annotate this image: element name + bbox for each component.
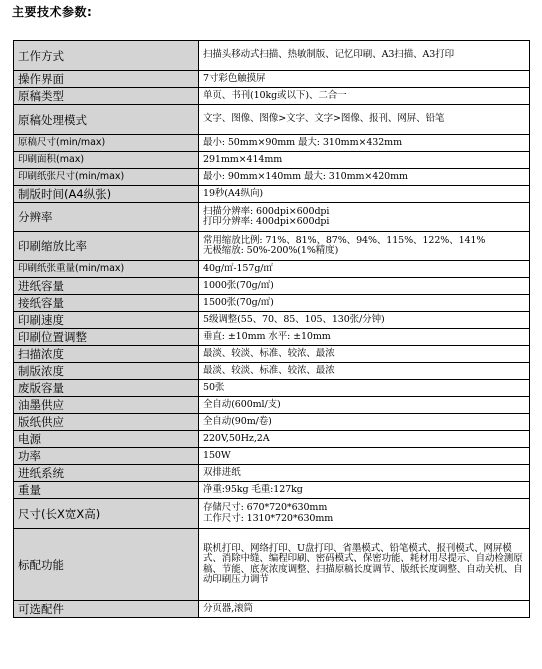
spec-value: 全自动(90m/卷) bbox=[199, 414, 530, 431]
spec-label: 印刷纸张尺寸(min/max) bbox=[14, 169, 199, 186]
table-row bbox=[14, 105, 530, 135]
spec-label: 操作界面 bbox=[14, 71, 199, 88]
spec-value: 19秒(A4纵向) bbox=[199, 186, 530, 203]
table-row bbox=[14, 261, 530, 278]
spec-label: 进纸容量 bbox=[14, 278, 199, 295]
spec-label: 印刷位置调整 bbox=[14, 329, 199, 346]
table-row bbox=[14, 186, 530, 203]
spec-label: 制版浓度 bbox=[14, 363, 199, 380]
spec-value: 净重:95kg 毛重:127kg bbox=[199, 482, 530, 499]
table-row bbox=[14, 397, 530, 414]
table-row bbox=[14, 499, 530, 529]
spec-label: 接纸容量 bbox=[14, 295, 199, 312]
spec-label: 原稿类型 bbox=[14, 88, 199, 105]
spec-label: 工作方式 bbox=[14, 41, 199, 71]
table-row bbox=[14, 363, 530, 380]
spec-value: 220V,50Hz,2A bbox=[199, 431, 530, 448]
spec-value: 40g/㎡-157g/㎡ bbox=[199, 261, 530, 278]
spec-value: 最小: 50mm×90mm 最大: 310mm×432mm bbox=[199, 135, 530, 152]
table-row bbox=[14, 448, 530, 465]
spec-value: 全自动(600ml/支) bbox=[199, 397, 530, 414]
spec-value: 分页器,滚筒 bbox=[199, 601, 530, 618]
table-row bbox=[14, 465, 530, 482]
table-row bbox=[14, 203, 530, 232]
table-row bbox=[14, 329, 530, 346]
table-row bbox=[14, 278, 530, 295]
spec-label: 尺寸(长X宽X高) bbox=[14, 499, 199, 529]
spec-label: 可选配件 bbox=[14, 601, 199, 618]
table-row bbox=[14, 529, 530, 601]
spec-table bbox=[13, 40, 530, 618]
spec-value: 最小: 90mm×140mm 最大: 310mm×420mm bbox=[199, 169, 530, 186]
table-row bbox=[14, 71, 530, 88]
spec-value: 291mm×414mm bbox=[199, 152, 530, 169]
spec-label: 标配功能 bbox=[14, 529, 199, 601]
spec-value: 扫描头移动式扫描、热敏制版、记忆印刷、A3扫描、A3打印 bbox=[199, 41, 530, 71]
spec-value: 1000张(70g/㎡) bbox=[199, 278, 530, 295]
table-row bbox=[14, 232, 530, 261]
table-row bbox=[14, 431, 530, 448]
spec-value: 1500张(70g/㎡) bbox=[199, 295, 530, 312]
table-row bbox=[14, 88, 530, 105]
table-row bbox=[14, 346, 530, 363]
table-row bbox=[14, 414, 530, 431]
spec-value: 5级调整(55、70、85、105、130张/分钟) bbox=[199, 312, 530, 329]
spec-label: 进纸系统 bbox=[14, 465, 199, 482]
spec-value: 存储尺寸: 670*720*630mm 工作尺寸: 1310*720*630mm bbox=[199, 499, 530, 529]
table-row bbox=[14, 41, 530, 71]
table-row bbox=[14, 152, 530, 169]
spec-label: 印刷速度 bbox=[14, 312, 199, 329]
table-row bbox=[14, 601, 530, 618]
spec-value: 7寸彩色触摸屏 bbox=[199, 71, 530, 88]
spec-label: 印刷面积(max) bbox=[14, 152, 199, 169]
table-row bbox=[14, 295, 530, 312]
spec-value: 联机打印、网络打印、U盘打印、省墨模式、铅笔模式、报刊模式、网屏模式、消除中缝、编程印刷、密码模式、保密功能、耗材用尽提示、自动检测原稿、节能、底灰浓度调整、扫描原稿长度调节、版纸长度调整、自动关机、自动印刷压力调节 bbox=[199, 529, 530, 601]
spec-value: 双排进纸 bbox=[199, 465, 530, 482]
spec-label: 扫描浓度 bbox=[14, 346, 199, 363]
spec-label: 分辨率 bbox=[14, 203, 199, 232]
spec-label: 重量 bbox=[14, 482, 199, 499]
spec-value: 50张 bbox=[199, 380, 530, 397]
spec-value: 垂直: ±10mm 水平: ±10mm bbox=[199, 329, 530, 346]
spec-value: 扫描分辨率: 600dpi×600dpi 打印分辨率: 400dpi×600dpi bbox=[199, 203, 530, 232]
spec-value: 文字、图像、图像>文字、文字>图像、报刊、网屏、铅笔 bbox=[199, 105, 530, 135]
spec-label: 原稿尺寸(min/max) bbox=[14, 135, 199, 152]
spec-value: 常用缩放比例: 71%、81%、87%、94%、115%、122%、141% 无极缩放: 50%-200%(1%精度) bbox=[199, 232, 530, 261]
spec-label: 印刷缩放比率 bbox=[14, 232, 199, 261]
table-row bbox=[14, 312, 530, 329]
page-title: 主要技术参数: bbox=[12, 5, 93, 19]
spec-label: 废版容量 bbox=[14, 380, 199, 397]
spec-value: 150W bbox=[199, 448, 530, 465]
spec-label: 原稿处理模式 bbox=[14, 105, 199, 135]
table-row bbox=[14, 135, 530, 152]
spec-label: 制版时间(A4纵张) bbox=[14, 186, 199, 203]
spec-label: 电源 bbox=[14, 431, 199, 448]
spec-value: 最淡、较淡、标准、较浓、最浓 bbox=[199, 346, 530, 363]
spec-label: 印刷纸张重量(min/max) bbox=[14, 261, 199, 278]
spec-label: 版纸供应 bbox=[14, 414, 199, 431]
spec-label: 功率 bbox=[14, 448, 199, 465]
table-row bbox=[14, 482, 530, 499]
spec-value: 单页、书刊(10kg或以下)、二合一 bbox=[199, 88, 530, 105]
table-row bbox=[14, 169, 530, 186]
table-row bbox=[14, 380, 530, 397]
spec-value: 最淡、较淡、标准、较浓、最浓 bbox=[199, 363, 530, 380]
spec-label: 油墨供应 bbox=[14, 397, 199, 414]
